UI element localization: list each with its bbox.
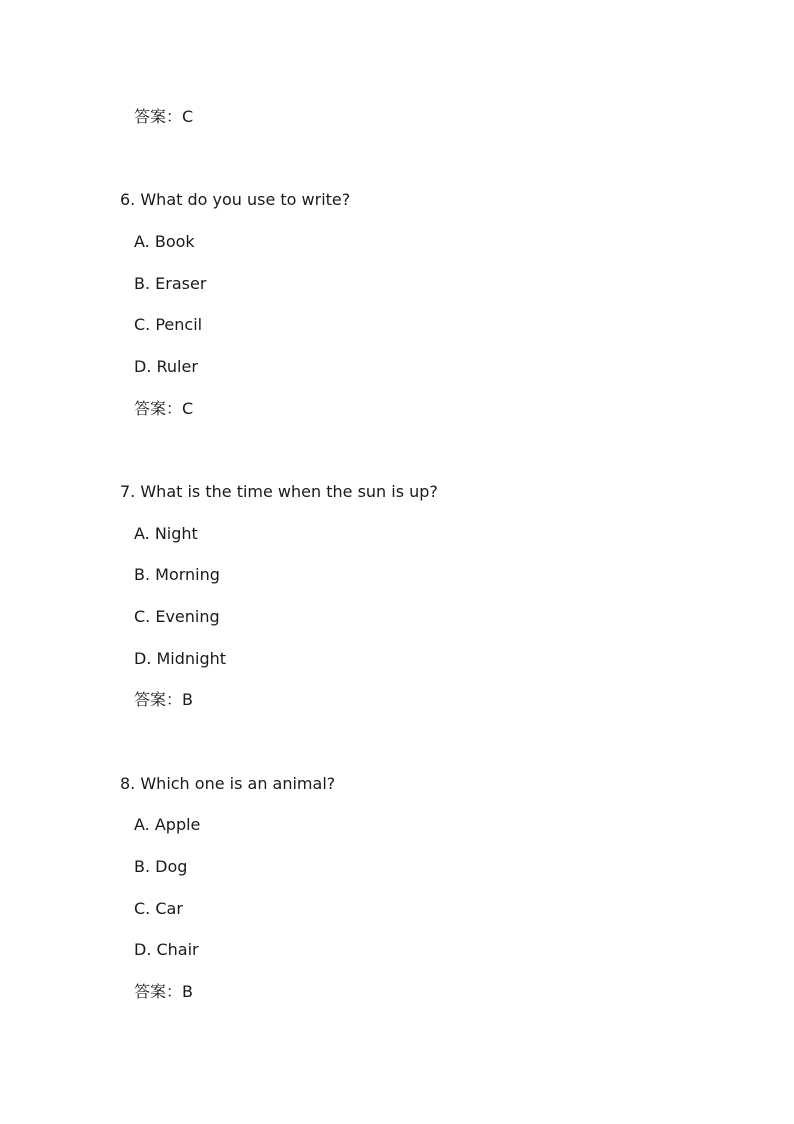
question-8-text: 8. Which one is an animal?	[120, 774, 336, 793]
question-7-option-b: B. Morning	[134, 565, 220, 584]
question-7-text: 7. What is the time when the sun is up?	[120, 482, 438, 501]
question-6-option-b: B. Eraser	[134, 274, 207, 293]
question-8-option-a: A. Apple	[134, 815, 201, 834]
question-6-option-a: A. Book	[134, 232, 195, 251]
question-7-option-c: C. Evening	[134, 607, 220, 626]
question-8-option-b: B. Dog	[134, 857, 188, 876]
previous-answer: 答案：C	[134, 107, 194, 126]
question-8-option-d: D. Chair	[134, 940, 199, 959]
question-6-text: 6. What do you use to write?	[120, 190, 351, 209]
question-7-option-d: D. Midnight	[134, 649, 227, 668]
question-8-option-c: C. Car	[134, 899, 183, 918]
question-6-option-d: D. Ruler	[134, 357, 198, 376]
question-6-answer: 答案：C	[134, 399, 194, 418]
question-8-answer: 答案：B	[134, 982, 193, 1001]
question-7-answer: 答案：B	[134, 690, 193, 709]
question-7-option-a: A. Night	[134, 524, 198, 543]
question-6-option-c: C. Pencil	[134, 315, 203, 334]
